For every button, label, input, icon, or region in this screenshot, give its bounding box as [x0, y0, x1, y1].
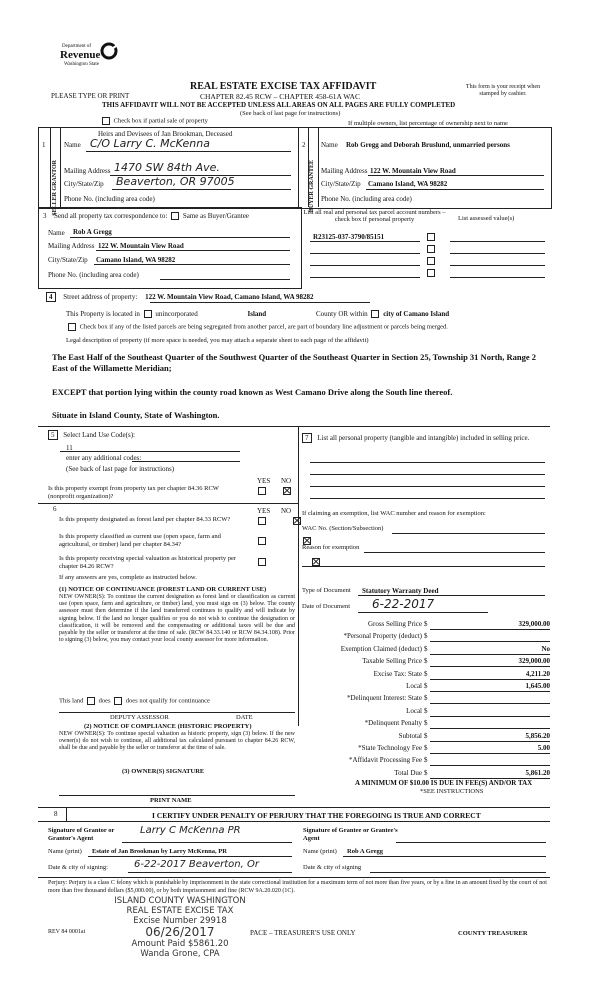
amount-value[interactable]: 1,645.00 — [525, 682, 550, 690]
historic-question: Is this property receiving special valuation as historical property per chapter 84.26 RCW? — [59, 555, 237, 570]
sec8-num: 8 — [54, 810, 58, 818]
dollar-sign: $ — [424, 644, 428, 653]
corr-name-label: Name — [48, 229, 65, 237]
seller-num: 1 — [42, 141, 46, 149]
logo-line1: Department of — [62, 44, 92, 49]
stamp-line6: Wanda Grone, CPA — [140, 949, 220, 959]
corr-mailing-value: 122 W. Mountain View Road — [98, 242, 184, 250]
amount-label: *Affidavit Processing Fee — [349, 756, 422, 765]
dollar-sign: $ — [424, 682, 428, 690]
seller-name-value: C/O Larry C. McKenna — [90, 137, 210, 150]
corr-phone-label: Phone No. (including area code) — [48, 271, 139, 279]
corr-text: Send all property tax correspondence to: — [54, 212, 168, 220]
rev-number: REV 84 0001ai — [48, 929, 86, 935]
grantor-name-value: Estate of Jan Brookman by Larry McKenna, PR — [92, 848, 227, 855]
sec5-yes-label: YES — [257, 477, 271, 485]
partial-sale-row[interactable] — [100, 117, 208, 125]
doc-date-label: Date of Document — [302, 603, 351, 610]
legal-desc-2: EXCEPT that portion lying within the county road known as West Camano Drive along the South line thereof. — [52, 387, 453, 397]
forest-question: Is this property designated as forest land per chapter 84.33 RCW? — [59, 516, 231, 523]
does-label: does — [98, 697, 111, 705]
amount-label: Total Due — [394, 768, 422, 777]
parcels-header: List all real and personal tax parcel account numbers – check box if personal property — [303, 209, 446, 223]
dollar-sign: $ — [424, 706, 428, 715]
seller-mailing-label: Mailing Address — [64, 167, 111, 175]
amount-row — [300, 682, 550, 693]
doc-type-value: Statutory Warranty Deed — [362, 587, 439, 595]
historic-yes-checkbox[interactable] — [258, 558, 266, 566]
buyer-phone-label: Phone No. (including area code) — [321, 195, 412, 203]
dollar-sign: $ — [424, 657, 428, 666]
amount-label: Subtotal — [398, 731, 422, 740]
logo-line3: Washington State — [64, 62, 100, 67]
partial-sale-label: Check box if partial sale of property — [113, 117, 208, 125]
grantee-name-value: Rob A Gregg — [347, 848, 383, 855]
grantor-date-value: 6-22-2017 Beaverton, Or — [134, 859, 259, 870]
dollar-sign: $ — [424, 694, 428, 703]
dollar-sign: $ — [424, 719, 428, 728]
if-yes-note: If any answers are yes, complete as instructed below. — [59, 574, 197, 581]
segregated-checkbox[interactable] — [68, 323, 76, 331]
amount-value[interactable]: 329,000.00 — [518, 620, 550, 628]
perjury-note: Perjury: Perjury is a class C felony which is punishable by imprisonment in the state correctional institution for a maximum term of not more than five years, or by a fine in an amount fixed by the court of not more than five thousand dollars ($5,000.00), or by both imprisonment and fine (RCW 9A.20.020 (1C). — [48, 880, 547, 894]
amount-label: Exemption Claimed (deduct) — [340, 644, 422, 653]
address-value: 122 W. Mountain View Road, Camano Island, WA 98282 — [145, 293, 314, 301]
corr-row — [54, 212, 249, 220]
certify-text: I CERTIFY UNDER PENALTY OF PERJURY THAT THE FOREGOING IS TRUE AND CORRECT — [152, 811, 481, 820]
located-text: This Property is located in — [66, 310, 140, 318]
grantee-name-label: Name (print) — [303, 848, 337, 855]
cashier-use: PACE – TREASURER'S USE ONLY — [250, 929, 356, 937]
unincorporated-label: unincorporated — [155, 310, 198, 318]
partial-sale-checkbox[interactable] — [102, 117, 110, 125]
corr-city-label: City/State/Zip — [48, 256, 88, 264]
sec5-see-back: (See back of last page for instructions) — [66, 465, 175, 473]
corr-num: 3 — [43, 212, 47, 220]
sec6-yes-label: YES — [257, 507, 271, 515]
stamp-line2: REAL ESTATE EXCISE TAX — [126, 906, 234, 916]
notice1-body: NEW OWNER(S): To continue the current designation as forest land or classification as current use (open space, farm and agriculture, or timber) land, you must sign on (3) below. The county assessor must then determine if the land transferred continues to qualify and will indicate by signing below. If the land no longer qualifies or you do not wish to continue the designation or classification, it will be removed and the compensating or additional taxes will be due and payable by the seller or transferor at the time of sale. (RCW 84.33.140 or RCW 84.34.108). Prior to signing (3) below, you may contact your local county assessor for more information. — [59, 594, 295, 644]
form-title: REAL ESTATE EXCISE TAX AFFIDAVIT — [190, 81, 377, 92]
personal-prop-checkbox-3[interactable] — [427, 257, 435, 265]
amount-label: *Delinquent Penalty — [364, 719, 422, 728]
assessed-header: List assessed value(s) — [458, 215, 515, 222]
stamp-line3: Excise Number 29918 — [133, 916, 227, 926]
forest-no-checkbox[interactable] — [293, 517, 301, 525]
receipt-note: This form is your receipt when stamped by cashier. — [465, 84, 541, 97]
same-as-buyer-label: Same as Buyer/Grantee — [182, 212, 249, 220]
buyer-side-label: BUYER GRANTEE — [309, 160, 315, 213]
dollar-sign: $ — [424, 768, 428, 777]
corr-mailing-label: Mailing Address — [48, 242, 95, 250]
amount-row — [300, 657, 550, 668]
exemption-claim-label: If claiming an exemption, list WAC number and reason for exemption: — [302, 510, 486, 517]
sec4-num: 4 — [46, 292, 56, 302]
grantor-name-label: Name (print) — [48, 848, 82, 855]
sec5-num: 5 — [48, 430, 58, 440]
does-not-checkbox[interactable] — [114, 697, 122, 705]
print-name-label: PRINT NAME — [150, 797, 192, 804]
corr-city-value: Camano Island, WA 98282 — [96, 256, 176, 264]
unincorporated-checkbox[interactable] — [144, 310, 152, 318]
amount-label: Local — [406, 706, 422, 715]
parcel-value: R23125-037-3790/85151 — [313, 233, 385, 241]
dollar-sign: $ — [424, 744, 428, 752]
sec6-num: 6 — [53, 505, 57, 513]
buyer-mailing-label: Mailing Address — [321, 167, 368, 175]
county-treasurer: COUNTY TREASURER — [458, 930, 528, 937]
amount-value[interactable]: 5,861.20 — [525, 768, 550, 777]
amount-row — [300, 756, 550, 767]
city-checkbox[interactable] — [371, 310, 379, 318]
stamp-line5: Amount Paid $5861.20 — [131, 939, 229, 949]
see-back-note: (See back of last page for instructions) — [240, 110, 341, 117]
sec4-row — [46, 292, 314, 302]
seller-phone-label: Phone No. (including area code) — [64, 195, 155, 203]
amount-row — [300, 732, 550, 743]
seller-mailing-value: 1470 SW 84th Ave. — [114, 161, 220, 174]
sec7-text: List all personal property (tangible and intangible) included in selling price. — [317, 434, 530, 442]
dollar-sign: $ — [424, 756, 428, 765]
dollar-sign: $ — [424, 620, 428, 628]
amount-value[interactable]: 5,856.20 — [525, 731, 550, 740]
amount-value[interactable]: No — [541, 644, 550, 653]
amount-row — [300, 620, 550, 631]
stamp-line1: ISLAND COUNTY WASHINGTON — [114, 896, 246, 906]
legal-desc-1: The East Half of the Southeast Quarter of the Southwest Quarter of the Southeast Quarter in Section 25, Township 31 North, Range 2 East of the Willamette Meridian; — [52, 352, 537, 373]
personal-prop-checkbox-4[interactable] — [427, 269, 435, 277]
segregated-row — [66, 323, 448, 331]
doc-type-label: Type of Document — [302, 587, 351, 594]
receipt-stamp — [90, 896, 270, 959]
reason-label: Reason for exemption — [302, 544, 360, 551]
grantor-sig-label: Signature of Grantor or Grantor's Agent — [48, 827, 115, 842]
seller-side-label: SELLER GRANTOR — [52, 160, 58, 216]
personal-prop-checkbox-1[interactable] — [427, 233, 435, 241]
grantee-sig-label: Signature of Grantee or Grantee's Agent — [303, 827, 398, 842]
form-warning: THIS AFFIDAVIT WILL NOT BE ACCEPTED UNLESS ALL AREAS ON ALL PAGES ARE FULLY COMPLETED — [102, 101, 456, 109]
county-value: Island — [247, 310, 267, 318]
exempt-yes-checkbox[interactable] — [258, 487, 266, 495]
personal-prop-checkbox-2[interactable] — [427, 245, 435, 253]
see-instructions: *SEE INSTRUCTIONS — [420, 788, 484, 795]
buyer-num: 2 — [302, 141, 306, 149]
buyer-city-value: Camano Island, WA 98282 — [368, 180, 448, 188]
deputy-assessor-label: DEPUTY ASSESSOR — [110, 714, 169, 721]
amount-row — [300, 719, 550, 730]
city-of-label: city of Camano Island — [383, 310, 450, 318]
land-use-label: Select Land Use Code(s): — [63, 431, 135, 439]
doc-date-value: 6-22-2017 — [372, 597, 435, 611]
legal-label: Legal description of property (if more space is needed, you may attach a separate sheet to each page of the affidavit) — [66, 337, 369, 344]
same-as-buyer-checkbox[interactable] — [171, 212, 179, 220]
notice2-title: (2) NOTICE OF COMPLIANCE (HISTORIC PROPERTY) — [84, 723, 252, 730]
dor-swirl-icon — [100, 42, 118, 60]
land-use-value: 11 — [66, 444, 73, 452]
multiple-owners-note: If multiple owners, list percentage of ownership next to name — [348, 120, 508, 127]
corr-name-value: Rob A Gregg — [73, 228, 112, 236]
sec5-head — [48, 430, 135, 440]
stamp-line4: 06/26/2017 — [145, 925, 215, 939]
amount-row — [300, 645, 550, 656]
buyer-city-label: City/State/Zip — [321, 180, 361, 188]
buyer-name-value: Rob Gregg and Deborah Bruslund, unmarried persons — [346, 141, 510, 149]
segregated-note: Check box if any of the listed parcels are being segregated from another parcel, are part of boundary line adjustment or parcels being merged. — [79, 323, 448, 331]
this-land-label: This land — [59, 697, 84, 705]
sec7-num: 7 — [302, 433, 312, 443]
located-row — [66, 310, 449, 318]
form-chapter: CHAPTER 82.45 RCW – CHAPTER 458-61A WAC — [200, 92, 360, 101]
exempt-question: Is this property exempt from property tax per chapter 84.36 RCW (nonprofit organization)? — [48, 485, 219, 500]
amount-label: Excise Tax: State — [373, 669, 422, 678]
exempt-no-checkbox[interactable] — [283, 487, 291, 495]
amount-label: Gross Selling Price — [367, 620, 422, 628]
owner-signature-label: (3) OWNER(S) SIGNATURE — [122, 768, 205, 775]
seller-name-label: Name — [64, 141, 81, 149]
dor-logo — [60, 40, 120, 74]
address-label: Street address of property: — [63, 293, 138, 301]
logo-name: Revenue — [60, 49, 101, 61]
seller-city-label: City/State/Zip — [64, 180, 104, 188]
seller-heirs: Heirs and Devisees of Jan Brookman, Deceased — [98, 130, 233, 138]
continuance-row — [59, 697, 210, 705]
grantor-signature: Larry C McKenna PR — [140, 825, 241, 836]
dollar-sign: $ — [424, 669, 428, 678]
notice2-body: NEW OWNER(S): To continue special valuation as historic property, sign (3) below. If the new owner(s) do not wish to continue, all additional tax calculated pursuant to chapter 84.26 RCW, shall be due and payable by the seller or transferor at the time of sale. — [59, 731, 295, 752]
sec6-no-label: NO — [281, 507, 292, 515]
dollar-sign: $ — [424, 632, 428, 641]
amount-value[interactable]: 5.00 — [537, 744, 550, 752]
amount-value[interactable]: 329,000.00 — [518, 657, 550, 666]
wac-label: WAC No. (Section/Subsection) — [302, 525, 384, 532]
county-within-label: County OR within — [315, 310, 368, 318]
grantor-date-label: Date & city of signing: — [48, 864, 108, 871]
amount-label: *State Technology Fee — [358, 744, 422, 752]
minimum-note: A MINIMUM OF $10.00 IS DUE IN FEE(S) AND/OR TAX — [355, 779, 533, 787]
buyer-mailing-value: 122 W. Mountain View Road — [370, 167, 456, 175]
amount-label: *Delinquent Interest: State — [346, 694, 422, 703]
does-checkbox[interactable] — [87, 697, 95, 705]
amount-row — [300, 707, 550, 718]
does-not-label: does not qualify for continuance — [125, 697, 210, 705]
type-or-print: PLEASE TYPE OR PRINT — [51, 92, 130, 100]
amount-row — [300, 670, 550, 681]
amount-row — [300, 632, 550, 643]
amount-value[interactable]: 4,211.20 — [525, 669, 550, 678]
forest-yes-checkbox[interactable] — [258, 517, 266, 525]
buyer-name-label: Name — [321, 141, 338, 149]
amount-label: Local — [406, 682, 422, 690]
dollar-sign: $ — [424, 731, 428, 740]
current-use-question: Is this property classified as current use (open space, farm and agricultural, or timber) land per chapter 84.34? — [59, 533, 221, 548]
amount-label: *Personal Property (deduct) — [343, 632, 422, 641]
current-use-yes-checkbox[interactable] — [258, 537, 266, 545]
amount-row — [300, 744, 550, 755]
amount-label: Taxable Selling Price — [362, 657, 422, 666]
sec7-head — [302, 433, 547, 443]
additional-codes-label: enter any additional codes: — [66, 454, 142, 462]
notice1-title: (1) NOTICE OF CONTINUANCE (FOREST LAND OR CURRENT USE) — [59, 586, 267, 593]
seller-city-value: Beaverton, OR 97005 — [116, 175, 235, 188]
sec5-no-label: NO — [281, 477, 292, 485]
legal-desc-3: Situate in Island County, State of Washington. — [52, 410, 220, 420]
amount-row — [300, 694, 550, 705]
grantee-date-label: Date & city of signing — [303, 864, 362, 871]
date-label: DATE — [236, 714, 253, 721]
